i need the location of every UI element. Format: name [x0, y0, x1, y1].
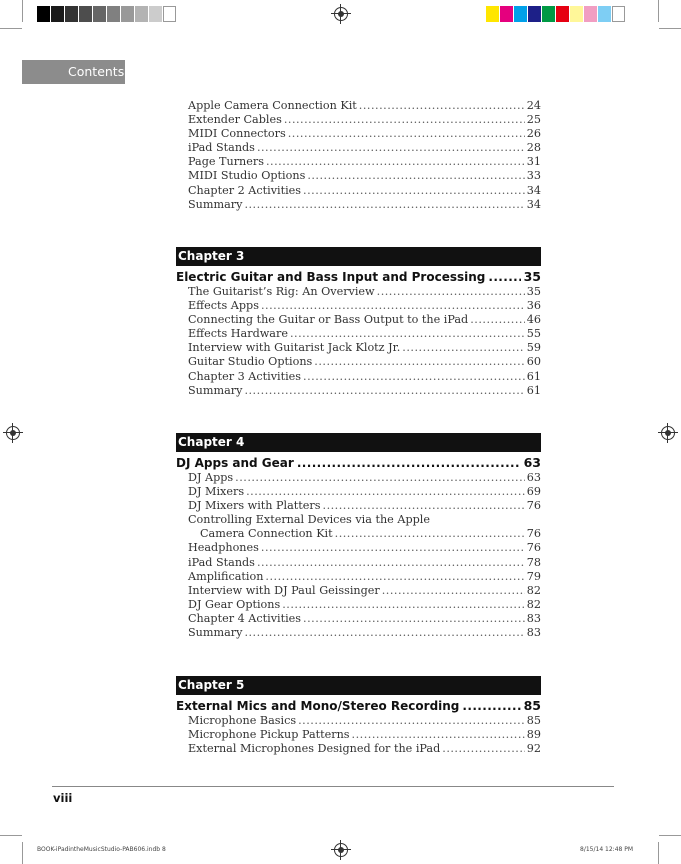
toc-entry-title: Connecting the Guitar or Bass Output to the iPad [188, 313, 469, 327]
process-swatch [556, 6, 569, 22]
toc-entry-page: 82 [526, 583, 541, 597]
toc-entry [176, 485, 541, 499]
toc-leader-dots [235, 471, 525, 485]
toc-entry [176, 155, 541, 169]
toc-entry-title: DJ Gear Options [188, 597, 281, 611]
toc-leader-dots [377, 285, 525, 299]
crop-mark-bottom-left-h [0, 835, 22, 836]
toc-leader-dots [257, 556, 525, 570]
chapter-title-text: DJ Apps and Gear [176, 456, 294, 470]
gray-swatch [65, 6, 78, 22]
toc-leader-dots [257, 141, 525, 155]
toc-leader-dots [442, 742, 524, 756]
toc-entry [176, 527, 541, 541]
slug-right: 8/15/14 12:48 PM [580, 846, 634, 853]
process-swatch [584, 6, 597, 22]
toc-entry [176, 499, 541, 513]
toc-entry-page: 83 [526, 611, 541, 625]
registration-mark-left-icon [6, 426, 20, 440]
process-swatch [542, 6, 555, 22]
toc-entry-title: Apple Camera Connection Kit [188, 99, 357, 112]
gray-swatch [107, 6, 120, 22]
crop-mark-bottom-left-v [22, 842, 23, 864]
toc-leader-dots [261, 299, 525, 313]
toc-entry-title: Chapter 4 Activities [188, 611, 302, 625]
process-swatch [570, 6, 583, 22]
toc-entry-title: Summary [188, 197, 243, 211]
toc-entry-page: 24 [526, 99, 541, 112]
toc-entry [176, 355, 541, 369]
crop-mark-bottom-right-v [658, 842, 659, 864]
registration-mark-right-icon [661, 426, 675, 440]
toc-entry [176, 598, 541, 612]
toc-entry-page: 36 [526, 299, 541, 313]
toc-entry [176, 313, 541, 327]
toc-leader-dots [359, 99, 525, 113]
process-swatch [528, 6, 541, 22]
toc-entry [176, 541, 541, 555]
toc-entry-title: Extender Cables [188, 113, 282, 127]
toc-entry-title: Effects Apps [188, 299, 259, 313]
toc-entry [176, 299, 541, 313]
toc-entry-page: 76 [526, 499, 541, 513]
gray-swatch [93, 6, 106, 22]
gray-swatch [121, 6, 134, 22]
crop-mark-top-left-h [0, 28, 22, 29]
crop-mark-top-left-v [22, 0, 23, 22]
chapter-leader-dots [297, 455, 521, 472]
toc-entry-title: Guitar Studio Options [188, 355, 313, 369]
toc-continuation [176, 99, 541, 212]
toc-entry [176, 513, 541, 527]
toc-entry [176, 556, 541, 570]
toc-leader-dots [382, 584, 525, 598]
chapter-leader-dots [488, 269, 520, 286]
toc-entry-page: 59 [526, 341, 541, 355]
toc-entry [176, 141, 541, 155]
registration-mark-top-icon [334, 7, 348, 21]
toc-entry [176, 169, 541, 183]
toc-entry-title: Controlling External Devices via the Apple [188, 513, 430, 527]
gray-swatch [79, 6, 92, 22]
toc-entry [176, 728, 541, 742]
toc-leader-dots [290, 327, 525, 341]
toc-entry-title: Interview with Guitarist Jack Klotz Jr. [188, 341, 401, 355]
toc-entry-page: 61 [526, 383, 541, 397]
toc-entry-page: 76 [526, 527, 541, 541]
toc-entry-title: DJ Mixers [188, 485, 245, 499]
chapter-3-block [176, 247, 541, 398]
toc-entry-page: 63 [526, 471, 541, 484]
toc-leader-dots [303, 184, 525, 198]
toc-entry-page: 35 [526, 285, 541, 298]
toc-entry [176, 714, 541, 728]
chapter-5-block [176, 676, 541, 756]
toc-entry-title: Interview with DJ Paul Geissinger [188, 583, 380, 597]
chapter-4-block [176, 433, 541, 640]
toc-leader-dots [244, 626, 524, 640]
gray-swatch [37, 6, 50, 22]
toc-entry [176, 184, 541, 198]
toc-entry-page: 79 [526, 569, 541, 583]
toc-leader-dots [261, 541, 525, 555]
toc-entry-title: Microphone Pickup Patterns [188, 728, 350, 742]
toc-entry [176, 471, 541, 485]
chapter-page: 85 [523, 698, 541, 713]
toc-leader-dots [307, 169, 524, 183]
toc-entry-page: 82 [526, 597, 541, 611]
crop-mark-top-right-v [658, 0, 659, 22]
toc-leader-dots [323, 499, 525, 513]
process-swatch [500, 6, 513, 22]
toc-entry-title: MIDI Connectors [188, 127, 286, 141]
chapter-title [176, 454, 541, 471]
process-swatch [612, 6, 625, 22]
toc-entry [176, 285, 541, 299]
toc-entry [176, 341, 541, 355]
toc-entry-title: iPad Stands [188, 555, 255, 569]
gray-swatch [51, 6, 64, 22]
toc-entry-page: 28 [526, 141, 541, 155]
crop-mark-bottom-right-h [659, 835, 681, 836]
toc-entry-page: 46 [526, 313, 541, 327]
crop-mark-top-right-h [659, 28, 681, 29]
toc-entry-page: 31 [526, 155, 541, 169]
toc-entry [176, 198, 541, 212]
slug-left: BOOK-iPadintheMusicStudio-PAB606.indb 8 [37, 846, 166, 853]
toc-entry-title: DJ Apps [188, 471, 234, 484]
chapter-label-bar: Chapter 4 [176, 433, 541, 452]
toc-entry [176, 742, 541, 756]
toc-leader-dots [402, 341, 524, 355]
toc-entry-page: 92 [526, 742, 541, 756]
chapter-label-bar: Chapter 5 [176, 676, 541, 695]
toc-leader-dots [288, 127, 525, 141]
toc-entry-title: Effects Hardware [188, 327, 288, 341]
toc-leader-dots [244, 198, 524, 212]
gray-swatch [163, 6, 176, 22]
chapter-leader-dots [462, 698, 520, 715]
toc-entry-page: 34 [526, 197, 541, 211]
toc-entry-page: 25 [526, 113, 541, 127]
toc-leader-dots [303, 370, 525, 384]
toc-entry-title: iPad Stands [188, 141, 255, 155]
chapter-page: 35 [523, 269, 541, 284]
chapter-page: 63 [523, 455, 541, 470]
toc-entry-title: MIDI Studio Options [188, 169, 306, 183]
contents-header-tab: Contents [22, 60, 125, 84]
toc-entry [176, 127, 541, 141]
toc-entry-page: 69 [526, 485, 541, 499]
toc-entry [176, 370, 541, 384]
toc-entry-title: External Microphones Designed for the iPad [188, 742, 441, 756]
process-swatch [486, 6, 499, 22]
toc-leader-dots [335, 527, 525, 541]
chapter-title [176, 268, 541, 285]
process-swatch [514, 6, 527, 22]
toc-entry-page: 26 [526, 127, 541, 141]
toc-entry-title: DJ Mixers with Platters [188, 499, 321, 513]
toc-entry [176, 327, 541, 341]
chapter-title-text: Electric Guitar and Bass Input and Processing [176, 270, 486, 284]
chapter-title-text: External Mics and Mono/Stereo Recording [176, 699, 460, 713]
toc-entry-page: 85 [526, 714, 541, 727]
toc-entry-page: 83 [526, 626, 541, 640]
registration-mark-bottom-icon [334, 843, 348, 857]
toc-leader-dots [244, 384, 524, 398]
process-swatch [598, 6, 611, 22]
toc-entry-title: Microphone Basics [188, 714, 297, 727]
toc-entry-title: Summary [188, 383, 243, 397]
toc-entry [176, 584, 541, 598]
toc-entry-page: 55 [526, 327, 541, 341]
footer-rule [52, 786, 614, 787]
toc-entry-title: Amplification [188, 569, 264, 583]
toc-entry [176, 384, 541, 398]
toc-leader-dots [314, 355, 524, 369]
toc-entry [176, 570, 541, 584]
toc-leader-dots [298, 714, 525, 728]
toc-leader-dots [282, 598, 525, 612]
toc-entry-title: Camera Connection Kit [200, 527, 333, 541]
toc-leader-dots [284, 113, 525, 127]
toc-entry-page: 61 [526, 369, 541, 383]
toc-entry-page: 60 [526, 355, 541, 369]
toc-entry-title: Page Turners [188, 155, 264, 169]
toc-entry-title: The Guitarist’s Rig: An Overview [188, 285, 375, 298]
toc-entry-page: 89 [526, 728, 541, 742]
gray-swatch [149, 6, 162, 22]
toc-leader-dots [266, 155, 525, 169]
gray-swatch [135, 6, 148, 22]
chapter-label-bar: Chapter 3 [176, 247, 541, 266]
toc-entry-title: Chapter 3 Activities [188, 369, 302, 383]
toc-entry-title: Summary [188, 626, 243, 640]
toc-entry [176, 612, 541, 626]
toc-entry-page: 78 [526, 555, 541, 569]
toc-leader-dots [265, 570, 524, 584]
toc-leader-dots [246, 485, 525, 499]
toc-entry [176, 626, 541, 640]
toc-entry-page: 33 [526, 169, 541, 183]
toc-leader-dots [470, 313, 525, 327]
toc-leader-dots [352, 728, 525, 742]
toc-entry [176, 99, 541, 113]
toc-entry-title: Headphones [188, 541, 259, 555]
toc-leader-dots [303, 612, 525, 626]
toc-entry-page: 76 [526, 541, 541, 555]
toc-entry-title: Chapter 2 Activities [188, 183, 302, 197]
page-folio: viii [53, 791, 73, 805]
toc-entry [176, 113, 541, 127]
chapter-title [176, 697, 541, 714]
toc-entry-page: 34 [526, 183, 541, 197]
